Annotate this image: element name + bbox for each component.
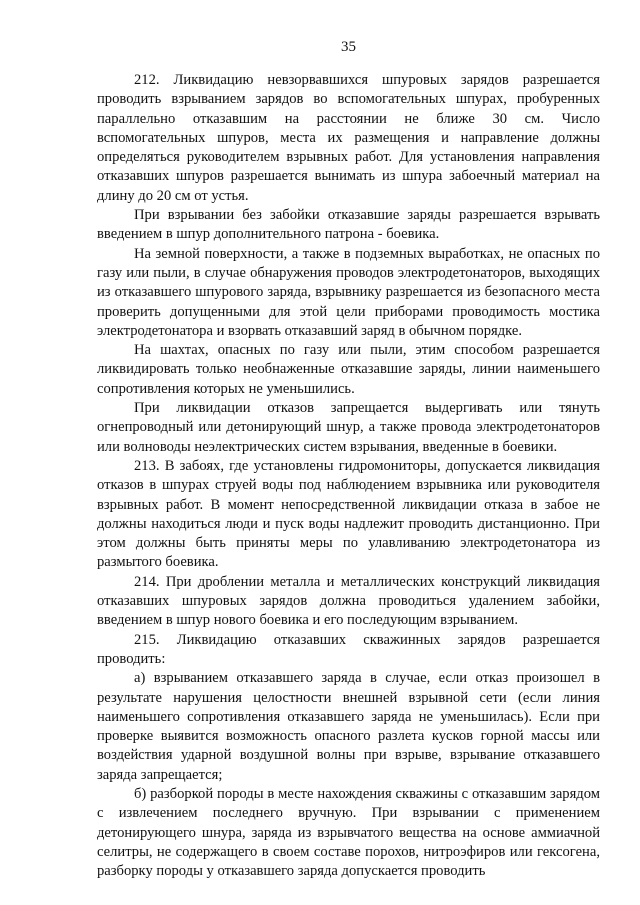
- document-page: [97, 38, 600, 881]
- paragraph-214: 214. При дроблении металла и металлических конструкций ликвидация отказавших шпуровых зарядов должна проводиться удалением забойки, введением в шпур нового боевика и его последующим взрыванием.: [97, 573, 600, 629]
- paragraph-gas-mines: На шахтах, опасных по газу или пыли, этим способом разрешается ликвидировать только необнаженные отказавшие заряды, линии наименьшего сопротивления которых не уменьшились.: [97, 342, 600, 397]
- paragraph-no-tamping: При взрывании без забойки отказавшие заряды разрешается взрывать введением в шпур дополнительного патрона - боевика.: [97, 207, 600, 243]
- paragraph-215-a: а) взрыванием отказавшего заряда в случае, если отказ произошел в результате нарушения целостности внешней взрывной сети (если линия наименьшего сопротивления отказавшего заряда не уменьшилась). Если при проверке выявится возможность опасного разлета кусков горной массы или воздействия ударной воздушной волны при взрыве, взрывание отказавшего заряда запрещается;: [97, 670, 600, 783]
- paragraph-surface-check: На земной поверхности, а также в подземных выработках, не опасных по газу или пыли, в случае обнаружения проводов электродетонаторов, выходящих из отказавшего шпурового заряда, взрывнику разрешается из безопасного места проверить допущенными для этой цели приборами проводимость мостика электродетонатора и взорвать отказавший заряд в обычном порядке.: [97, 245, 600, 339]
- paragraph-212: 212. Ликвидацию невзорвавшихся шпуровых зарядов разрешается проводить взрыванием зарядов во вспомогательных шпурах, пробуренных параллельно отказавшим на расстоянии не ближе 30 см. Число вспомогательных шпуров, места их размещения и направление должны определяться руководителем взрывных работ. Для установления направления отказавших шпуров разрешается вынимать из шпура забоечный материал на длину до 20 см от устья.: [97, 72, 600, 204]
- paragraph-215: 215. Ликвидацию отказавших скважинных зарядов разрешается проводить:: [97, 631, 600, 667]
- paragraph-213: 213. В забоях, где установлены гидромониторы, допускается ликвидация отказов в шпурах струей воды под наблюдением взрывника или руководителя взрывных работ. В момент непосредственной ликвидации отказа в забое не должны находиться люди и пуск воды надлежит проводить дистанционно. При этом должны быть приняты меры по улавливанию электродетонатора из размытого боевика.: [97, 457, 600, 571]
- paragraph-pull-prohibition: При ликвидации отказов запрещается выдергивать или тянуть огнепроводный или детонирующий шнур, а также провода электродетонаторов или волноводы неэлектрических систем взрывания, введенные в боевики.: [97, 400, 600, 455]
- page-number: 35: [341, 39, 356, 55]
- paragraph-215-b: б) разборкой породы в месте нахождения скважины с отказавшим зарядом с извлечением последнего вручную. При взрывании с применением детонирующего шнура, заряда из взрывчатого вещества на основе аммиачной селитры, не содержащего в своем составе порохов, нитроэфиров или гексогена, разборку породы у отказавшего заряда допускается проводить: [97, 785, 600, 880]
